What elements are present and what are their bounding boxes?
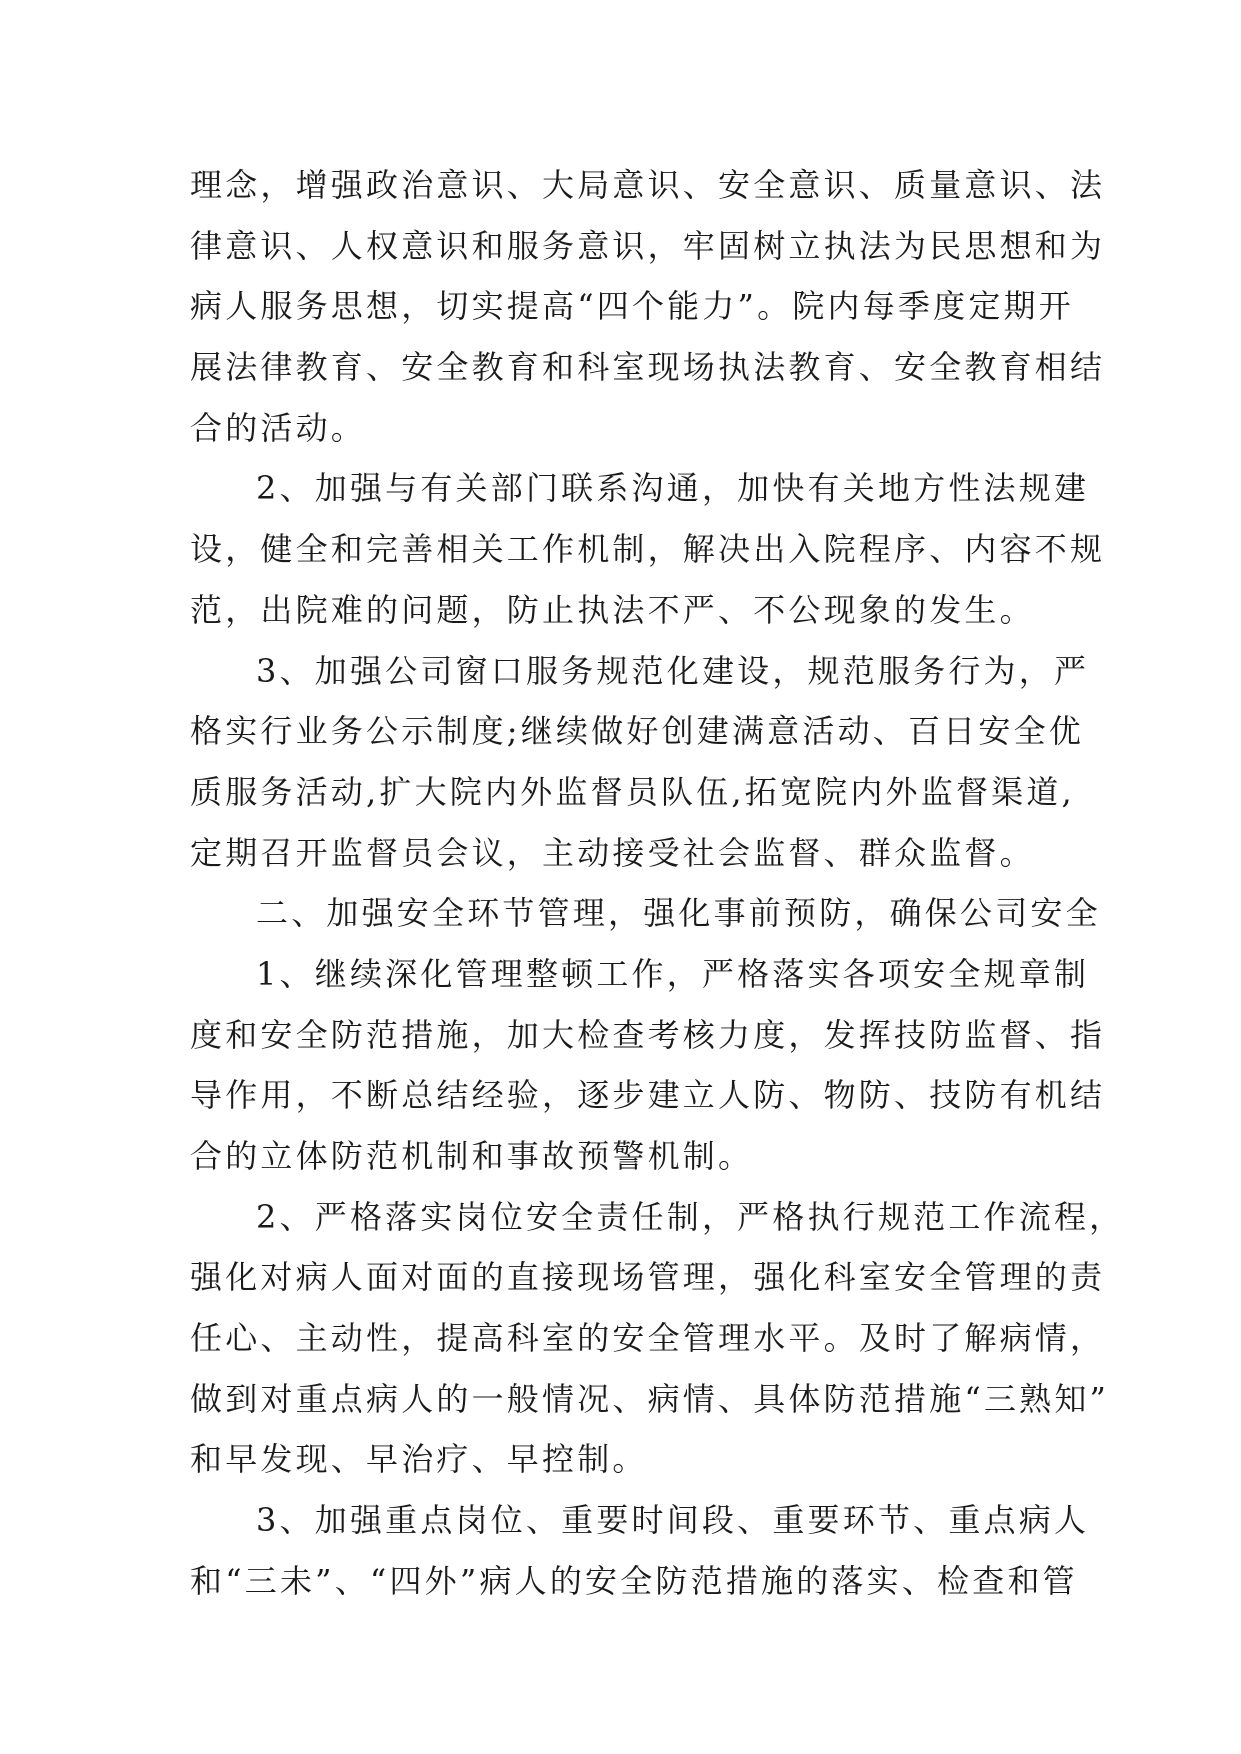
- text-line: 任心、主动性，提高科室的安全管理水平。及时了解病情，: [190, 1319, 1106, 1358]
- section-heading: 二、加强安全环节管理，强化事前预防，确保公司安全: [256, 894, 1101, 933]
- text-line: 律意识、人权意识和服务意识，牢固树立执法为民思想和为: [190, 226, 1106, 265]
- text-line: 范，出院难的问题，防止执法不严、不公现象的发生。: [190, 590, 1035, 629]
- text-line: 病人服务思想，切实提高“四个能力”。院内每季度定期开: [190, 287, 1074, 326]
- paragraph-start-line: 1、继续深化管理整顿工作，严格落实各项安全规章制: [256, 954, 1090, 993]
- text-line: 理念，增强政治意识、大局意识、安全意识、质量意识、法: [190, 166, 1106, 204]
- text-line: 做到对重点病人的一般情况、病情、具体防范措施“三熟知”: [190, 1379, 1110, 1418]
- text-line: 度和安全防范措施，加大检查考核力度，发挥技防监督、指: [190, 1015, 1106, 1054]
- paragraph-start-line: 2、严格落实岗位安全责任制，严格执行规范工作流程，: [256, 1197, 1125, 1236]
- text-line: 质服务活动,扩大院内外监督员队伍,拓宽院内外监督渠道,: [190, 772, 1075, 811]
- paragraph-start-line: 3、加强重点岗位、重要时间段、重要环节、重点病人: [256, 1501, 1090, 1540]
- text-line: 强化对病人面对面的直接现场管理，强化科室安全管理的责: [190, 1258, 1106, 1297]
- text-line: 定期召开监督员会议，主动接受社会监督、群众监督。: [190, 833, 1035, 872]
- text-line: 设，健全和完善相关工作机制，解决出入院程序、内容不规: [190, 530, 1106, 569]
- paragraph-start-line: 2、加强与有关部门联系沟通，加快有关地方性法规建: [256, 469, 1090, 508]
- paragraph-start-line: 3、加强公司窗口服务规范化建设，规范服务行为，严: [256, 651, 1090, 690]
- text-line: 导作用，不断总结经验，逐步建立人防、物防、技防有机结: [190, 1076, 1106, 1115]
- text-line: 合的活动。: [190, 408, 367, 447]
- text-line: 展法律教育、安全教育和科室现场执法教育、安全教育相结: [190, 348, 1106, 387]
- text-line: 合的立体防范机制和事故预警机制。: [190, 1137, 754, 1175]
- text-line: 格实行业务公示制度;继续做好创建满意活动、百日安全优: [190, 712, 1084, 751]
- text-line: 和“三未”、“四外”病人的安全防范措施的落实、检查和管: [190, 1561, 1078, 1600]
- text-line: 和早发现、早治疗、早控制。: [190, 1440, 648, 1479]
- document-body: [190, 155, 1125, 1612]
